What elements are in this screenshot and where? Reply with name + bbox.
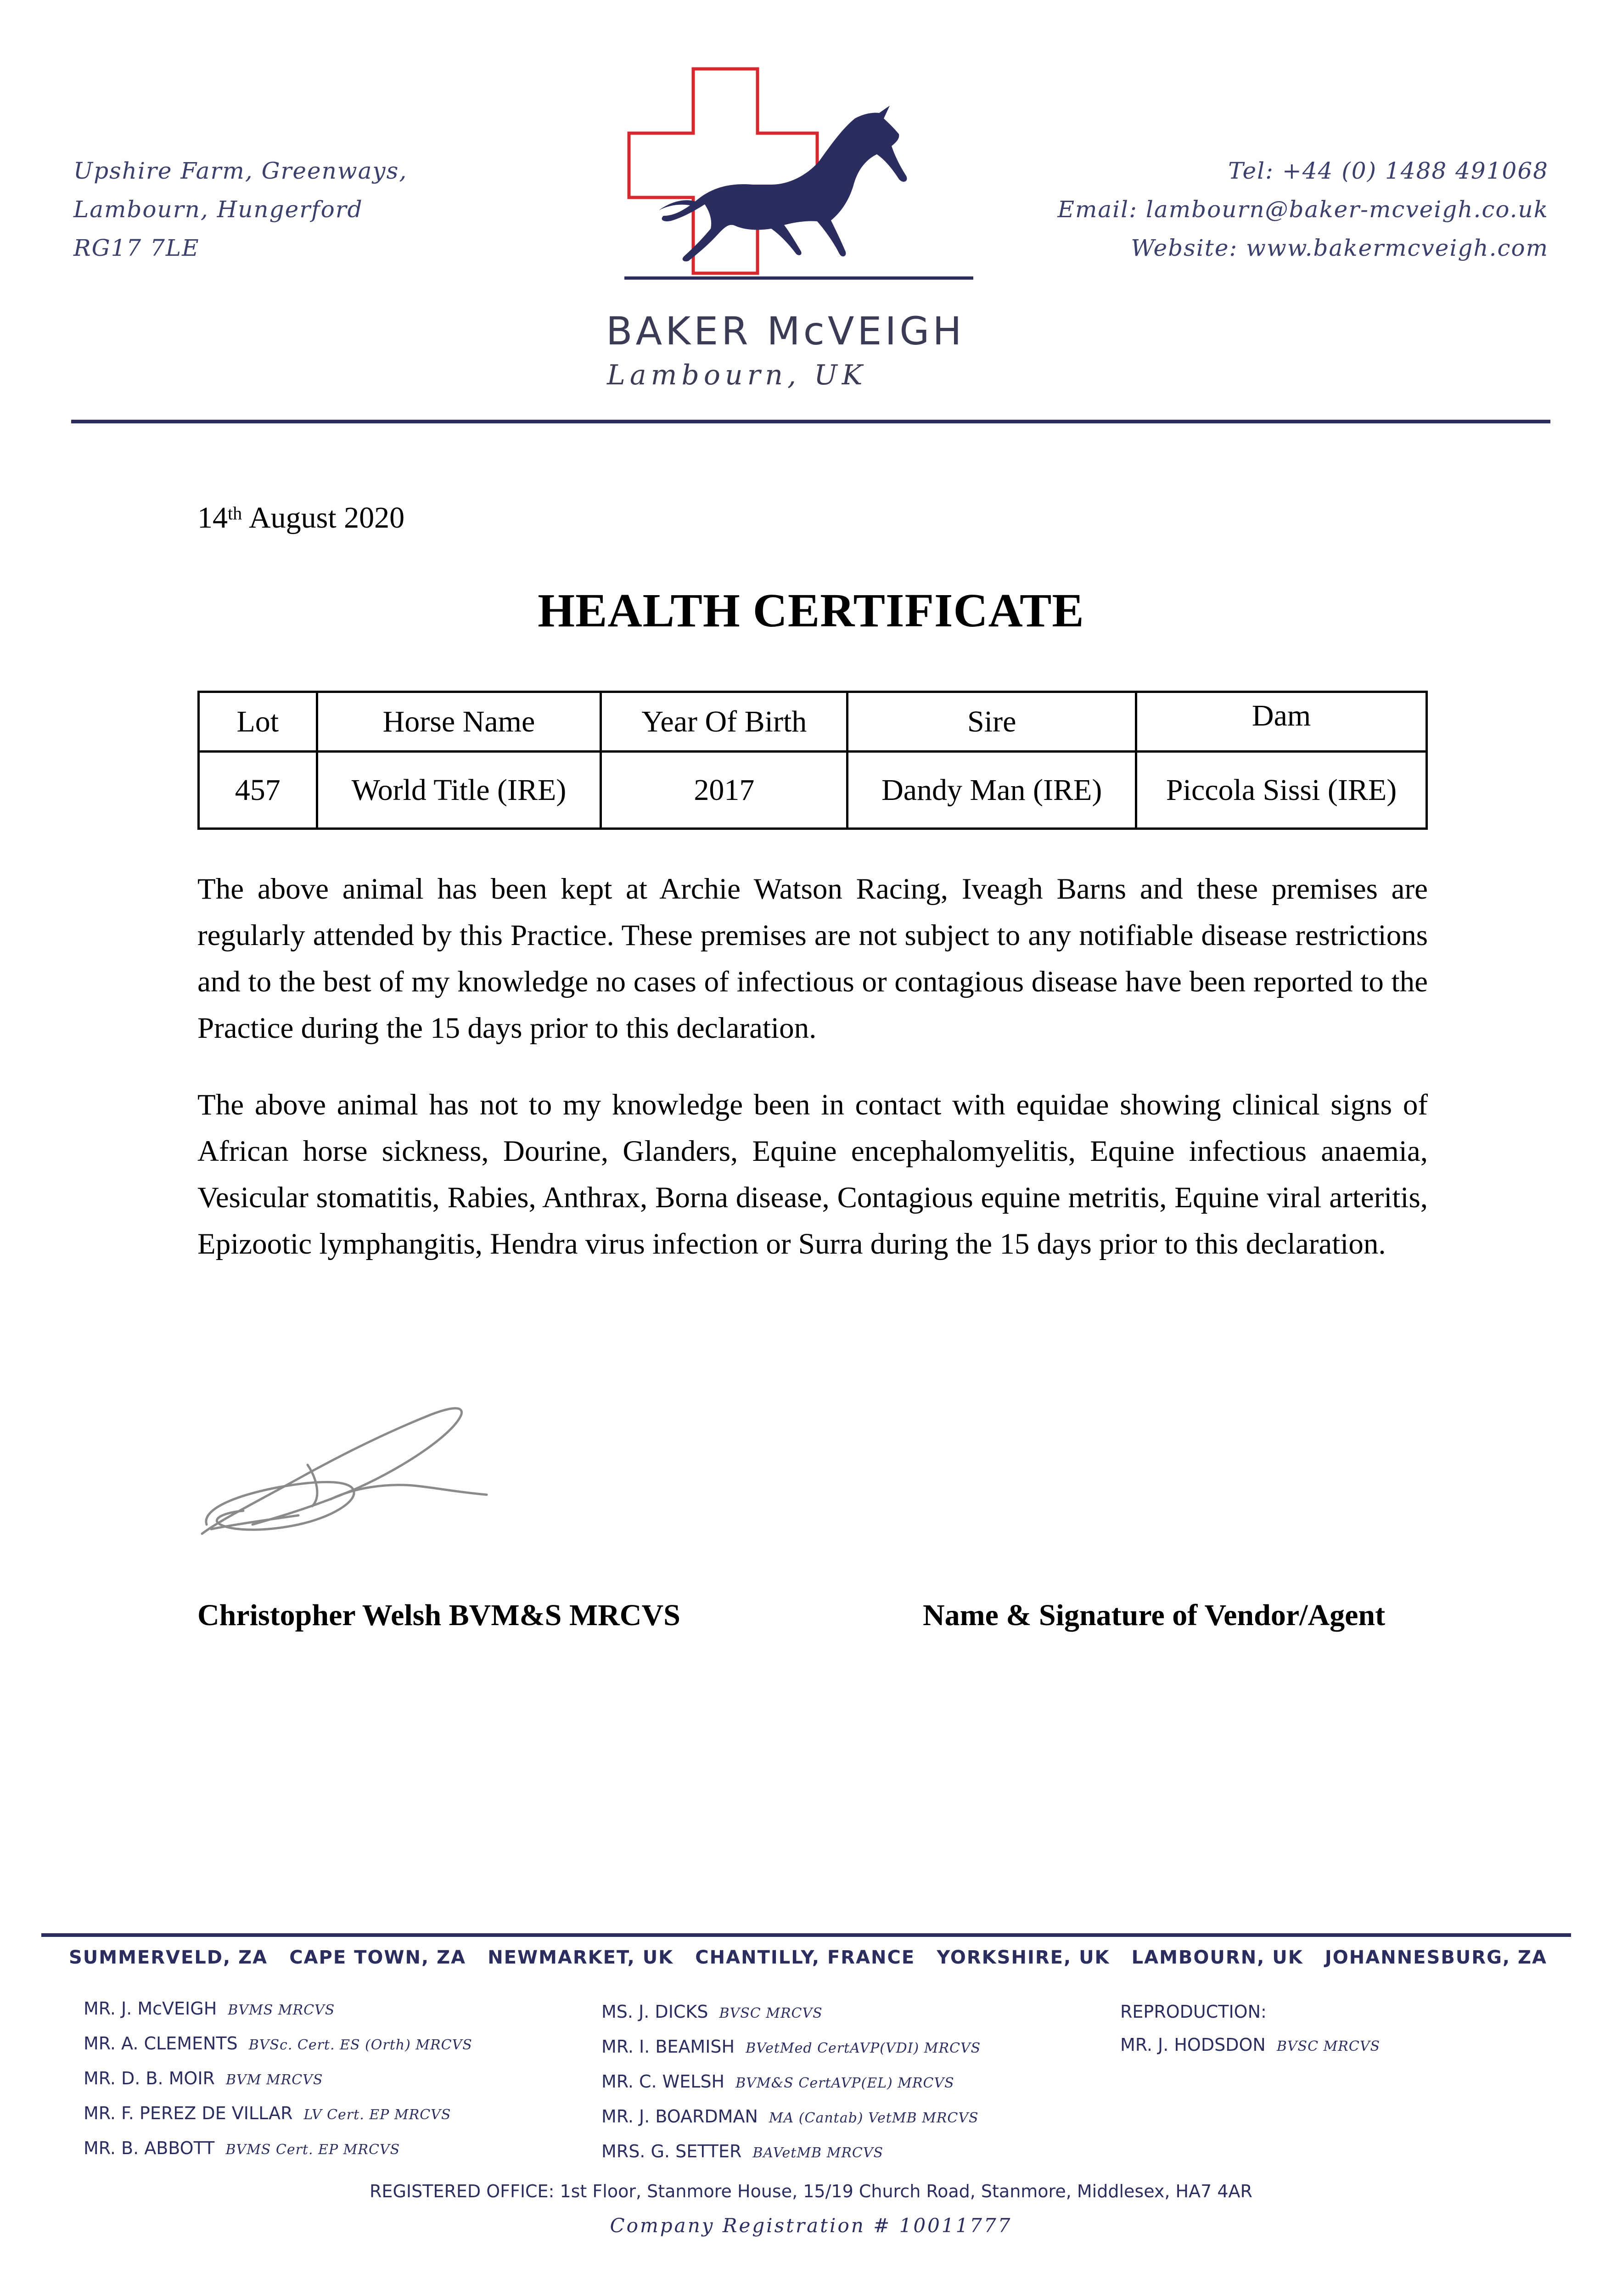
vet-signature [193,1387,491,1543]
staff-qualification: BAVetMB MRCVS [752,2145,884,2161]
staff-member [84,2097,472,2132]
staff-member [601,2030,981,2065]
contact-tel: Tel: +44 (0) 1488 491068 [1228,158,1549,184]
staff-member [601,2135,981,2170]
practice-contact [1057,152,1549,267]
staff-qualification: BVM&S CertAVP(EL) MRCVS [735,2075,954,2091]
staff-member [84,2062,472,2097]
footer-divider [41,1933,1571,1937]
staff-name: MR. B. ABBOTT [84,2138,215,2158]
staff-name: MR. C. WELSH [601,2071,725,2092]
contact-email: Email: lambourn@baker-mcveigh.co.uk [1057,196,1549,223]
page-title: HEALTH CERTIFICATE [538,584,1084,637]
staff-qualification: BVSc. Cert. ES (Orth) MRCVS [248,2037,472,2053]
premises-declaration: The above animal has been kept at Archie Watson Racing, Iveagh Barns and these premises are regularly attended by this Practice. These premises are not subject to any notifiable disease restrictions and to the best of my knowledge no cases of infectious or contagious disease have been reported to the Practice during the 15 days prior to this declaration. [197,872,1428,1045]
staff-list-2 [601,1995,981,2170]
contact-website: Website: www.bakermcveigh.com [1131,235,1549,261]
address-line: Lambourn, Hungerford [73,196,363,223]
staff-member [84,2132,472,2167]
staff-list-reproduction [1120,1995,1380,2063]
staff-qualification: MA (Cantab) VetMB MRCVS [769,2110,979,2126]
column-header-lot: Lot [199,692,317,752]
staff-name: MRS. G. SETTER [601,2141,742,2161]
staff-qualification: BVSC MRCVS [719,2005,823,2021]
vendor-signature-label: Name & Signature of Vendor/Agent [923,1598,1386,1632]
cell-lot: 457 [199,752,317,829]
staff-qualification: BVM MRCVS [225,2072,323,2088]
cell-horse-name: World Title (IRE) [317,752,601,829]
office-location: LAMBOURN, UK [1131,1947,1303,1968]
staff-member [84,2027,472,2062]
office-location: JOHANNESBURG, ZA [1325,1947,1547,1968]
cell-year-of-birth: 2017 [601,752,847,829]
staff-name: MR. J. BOARDMAN [601,2106,758,2127]
column-header-sire: Sire [847,692,1136,752]
brand-name: BAKER McVEIGH [606,309,965,354]
address-line: Upshire Farm, Greenways, [73,158,408,184]
staff-name: MR. D. B. MOIR [84,2068,215,2088]
horse-icon [662,106,907,261]
contact-declaration: The above animal has not to my knowledge been in contact with equidae showing clinical signs of African horse sickness, Dourine, Glanders, Equine encephalomyelitis, Equine infectious anaemia, Vesicular stomatitis, Rabies, Anthrax, Borna disease, Contagious equine metritis, Equine viral arteritis, Epizootic lymphangitis, Hendra virus infection or Surra during the 15 days prior to this declaration. [197,1088,1428,1261]
registered-office: REGISTERED OFFICE: 1st Floor, Stanmore House, 15/19 Church Road, Stanmore, Middlesex, HA7 4AR [370,2181,1252,2201]
staff-member [601,2065,981,2100]
staff-qualification: BVetMed CertAVP(VDI) MRCVS [746,2040,981,2056]
staff-qualification: BVSC MRCVS [1276,2038,1381,2054]
table-row [199,752,1427,829]
office-locations [69,1947,1547,1968]
column-header-horse-name: Horse Name [317,692,601,752]
cell-sire: Dandy Man (IRE) [847,752,1136,829]
practice-address [73,152,407,267]
staff-qualification: BVMS Cert. EP MRCVS [225,2142,400,2158]
column-header-year-of-birth: Year Of Birth [601,692,847,752]
staff-name: MR. I. BEAMISH [601,2037,735,2057]
baker-mcveigh-logo [615,64,982,303]
office-location: CHANTILLY, FRANCE [695,1947,915,1968]
date-rest: August 2020 [248,501,405,535]
company-registration: Company Registration # 10011777 [610,2214,1012,2237]
staff-qualification: BVMS MRCVS [228,2002,335,2018]
brand-location: Lambourn, UK [607,359,867,391]
staff-member [84,1992,472,2027]
staff-list-1 [84,1992,472,2167]
date-day: 14 [197,501,228,535]
office-location: CAPE TOWN, ZA [289,1947,466,1968]
staff-name: MR. A. CLEMENTS [84,2033,238,2054]
cell-dam: Piccola Sissi (IRE) [1136,752,1427,829]
staff-name: MR. F. PEREZ DE VILLAR [84,2103,293,2123]
office-location: YORKSHIRE, UK [937,1947,1110,1968]
table-header-row [199,692,1427,752]
staff-member [601,2100,981,2135]
staff-name: MR. J. McVEIGH [84,1998,217,2019]
staff-member [601,1995,981,2030]
horse-details-table [197,691,1428,830]
staff-member [1120,2028,1380,2063]
header-divider [71,420,1550,423]
staff-name: MS. J. DICKS [601,2002,708,2022]
vet-name: Christopher Welsh BVM&S MRCVS [197,1598,680,1632]
column-header-dam: Dam [1136,692,1427,752]
address-line: RG17 7LE [73,235,200,261]
reproduction-label: REPRODUCTION: [1120,2002,1267,2022]
date-suffix: th [228,503,242,523]
certificate-date [197,501,404,535]
staff-name: MR. J. HODSDON [1120,2035,1266,2055]
office-location: NEWMARKET, UK [488,1947,674,1968]
office-location: SUMMERVELD, ZA [69,1947,268,1968]
staff-qualification: LV Cert. EP MRCVS [303,2107,451,2123]
